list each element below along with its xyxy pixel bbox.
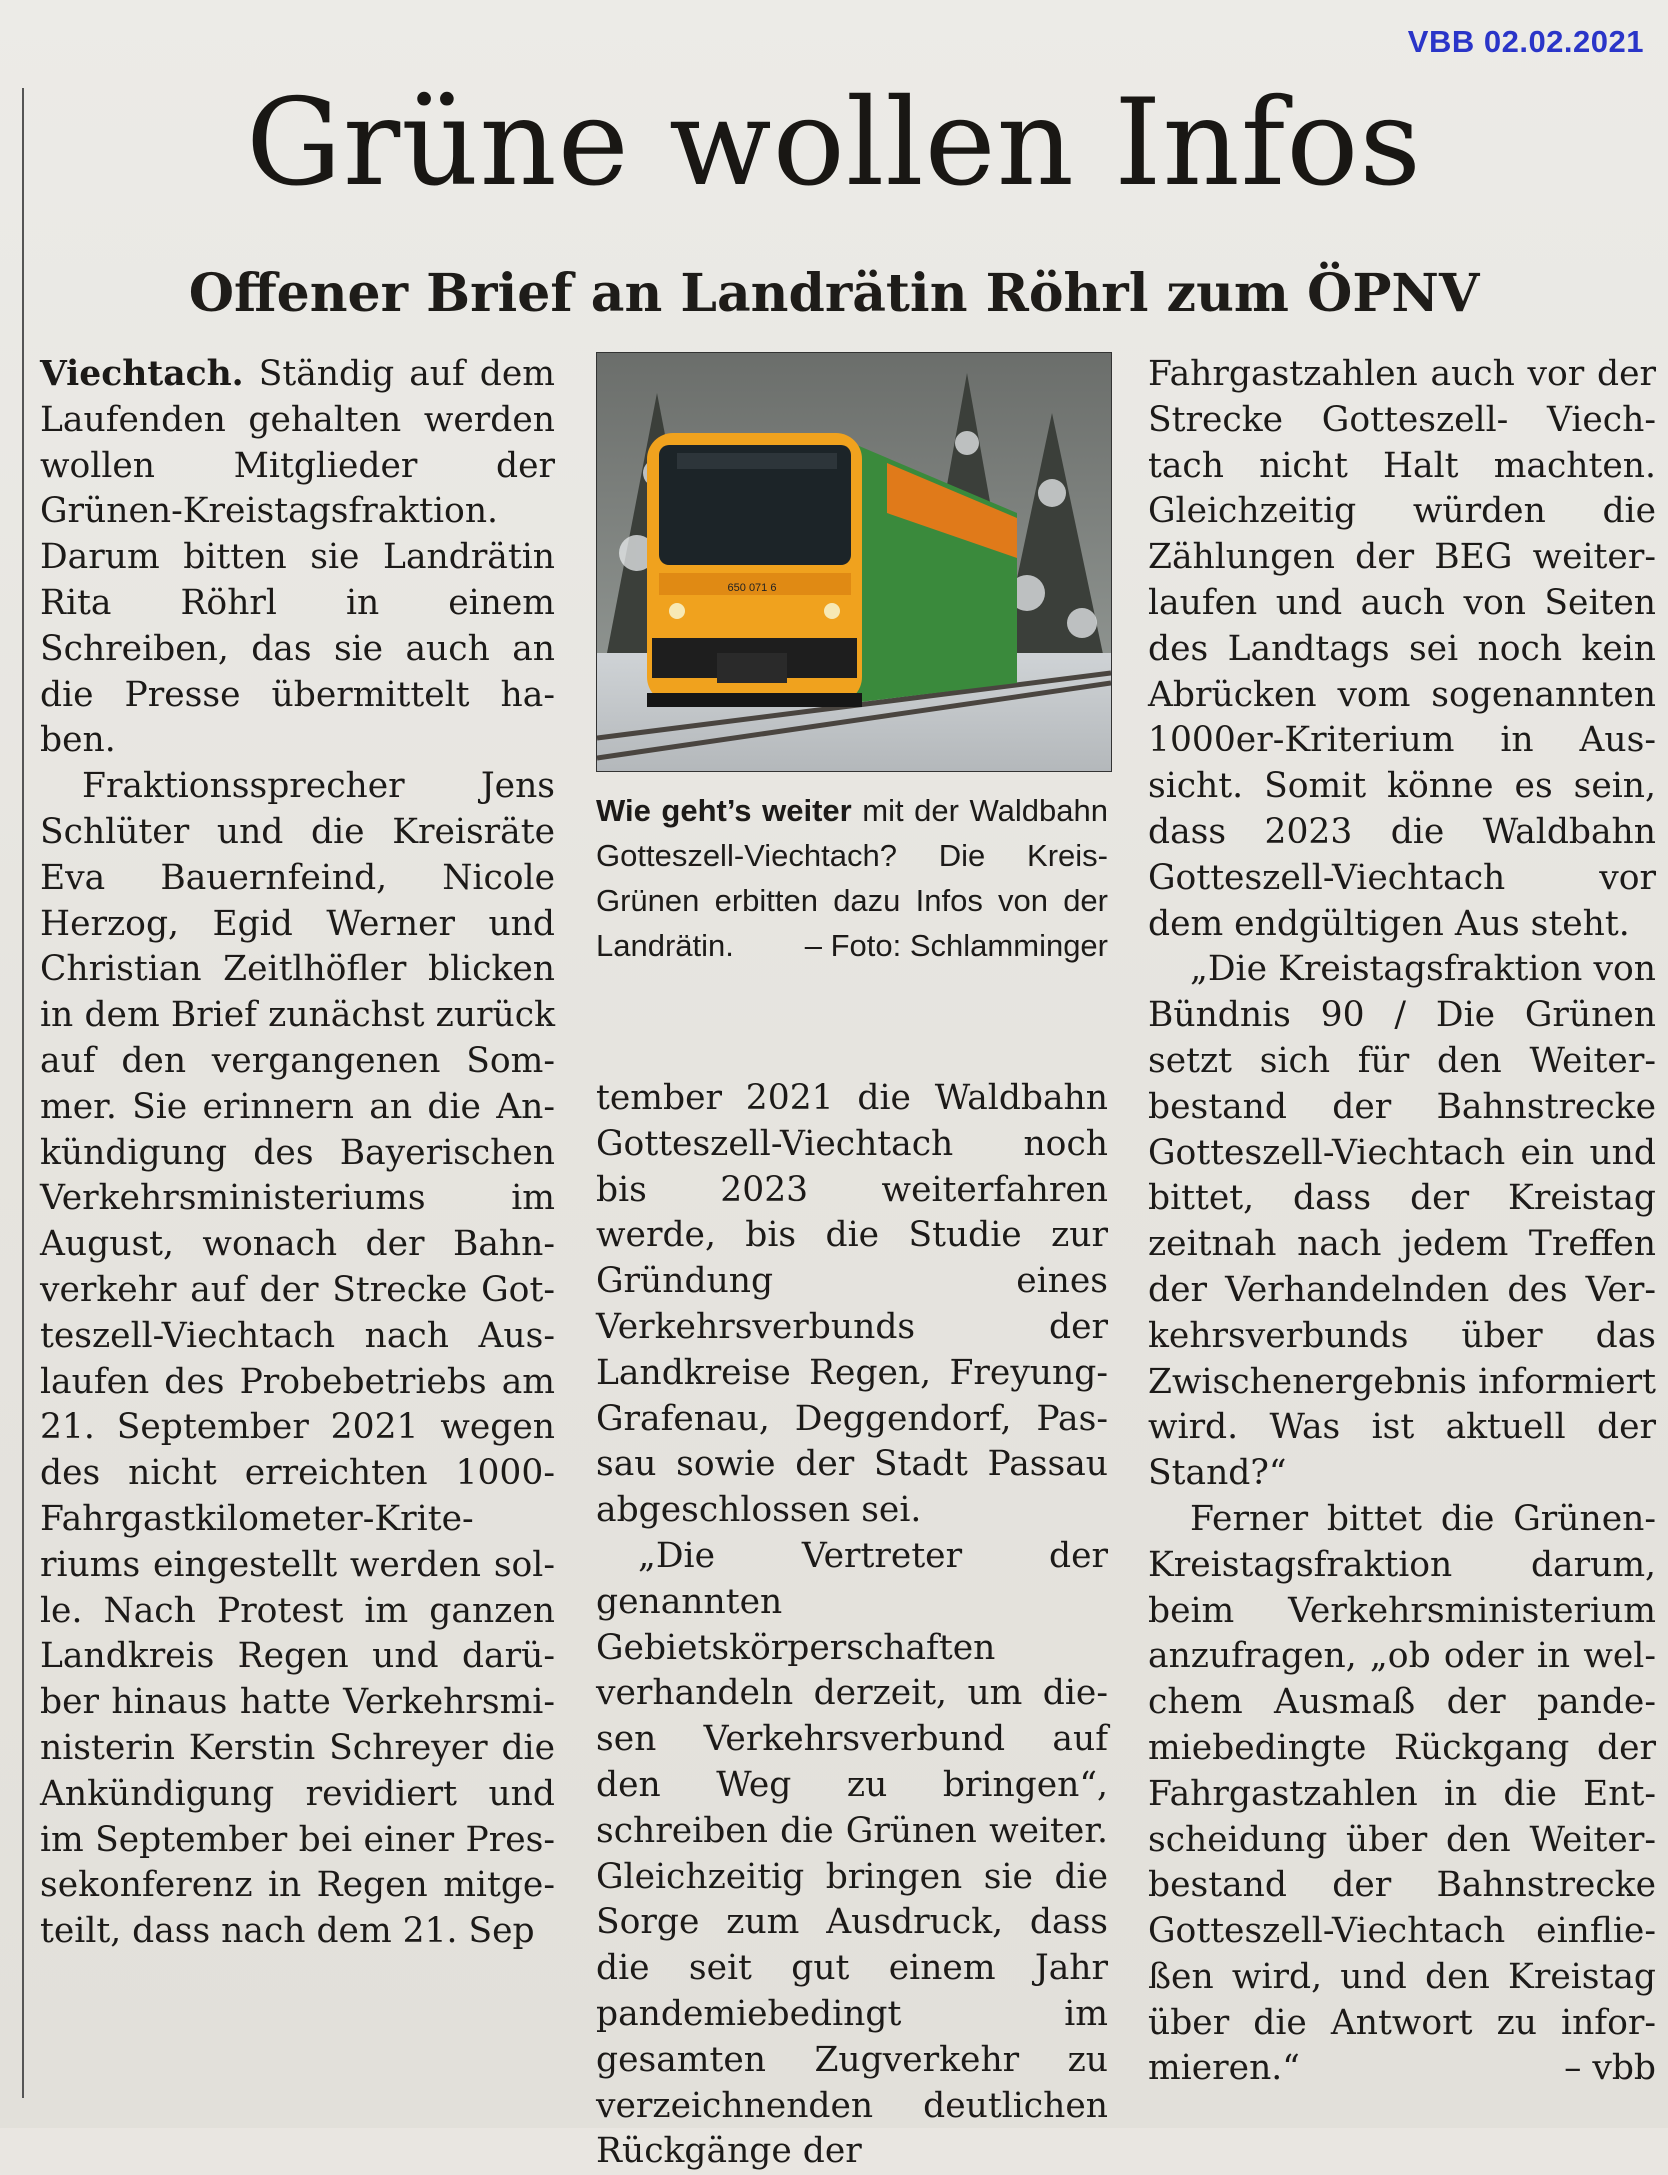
column-rule — [22, 88, 24, 2098]
article-column-1 — [40, 352, 555, 1955]
article-column-3 — [1148, 352, 1656, 2092]
train-photo — [596, 352, 1112, 772]
train-photo-icon — [597, 353, 1111, 771]
archive-stamp: VBB 02.02.2021 — [1407, 24, 1644, 59]
photo-credit: – Foto: Schlamminger — [804, 928, 1108, 963]
caption-text: mit der Waldbahn Gotteszell-Viechtach? Die Kreis-Grünen erbitten dazu Infos von der Landrätin. — [596, 793, 1108, 963]
article-paragraph — [40, 352, 555, 764]
dateline: Viechtach. — [40, 354, 244, 394]
author-signature: – vbb — [1564, 2048, 1656, 2089]
article-paragraph: „Die Vertreter der genannten Gebietskörperschaften verhandeln derzeit, um diesen Verkehrsverbund auf den Weg zu bringen“, schreiben die Grünen weiter. Gleichzeitig bringen sie die Sorge zum Ausdruck, dass die seit gut einem Jahr pandemiebedingt im gesamten Zugverkehr zu verzeichnenden deutlichen Rückgänge der — [596, 1535, 1108, 2172]
paragraph-text: Ständig auf dem Laufenden gehalten werden wollen Mitglieder der Grünen-Kreistagsfraktion. Darum bitten sie Landrätin Rita Röhrl in einem Schreiben, das sie auch an die Presse übermittelt haben. — [40, 354, 555, 761]
photo-caption — [596, 788, 1108, 968]
paragraph-text: Ferner bittet die Grünen-Kreistagsfraktion darum, beim Verkehrsministerium anzufragen, „ob oder in welchem Ausmaß der pandemiebedingte Rückgang der Fahrgastzahlen in die Entscheidung über den Weiterbestand der Bahnstrecke Gotteszell-Viechtach einfließen wird, und den Kreistag über die Antwort zu informieren.“ — [1148, 1498, 1656, 2089]
caption-lead: Wie geht’s weiter — [596, 793, 852, 828]
headline: Grüne wollen Infos — [245, 74, 1423, 213]
train-number: 650 071 6 — [727, 582, 777, 594]
article-paragraph: „Die Kreistagsfraktion von Bündnis 90 / Die Grünen setzt sich für den Weiterbestand der Bahnstrecke Gotteszell-Viechtach ein und bittet, dass der Kreistag zeitnah nach jedem Treffen der Verhandelnden des Verkehrsverbunds über das Zwischenergebnis informiert wird. Was ist aktuell der Stand?“ — [1148, 949, 1656, 1494]
article-paragraph: Fraktionssprecher Jens Schlüter und die Kreisräte Eva Bauernfeind, Nicole Herzog, Egid Werner und Christian Zeitlhöfler blicken in dem Brief zunächst zurück auf den vergangenen Sommer. Sie erinnern an die Ankündigung des Bayerischen Verkehrsministeriums im August, wonach der Bahnverkehr auf der Strecke Gotteszell-Viechtach nach Auslaufen des Probebetriebs am 21. September 2021 wegen des nicht erreichten 1000-Fahrgastkilometer-Kriteriums eingestellt werden solle. Nach Protest im ganzen Landkreis Regen und darüber hinaus hatte Verkehrsministerin Kerstin Schreyer die Ankündigung revidiert und im September bei einer Pressekonferenz in Regen mitgeteilt, dass nach dem 21. Sep — [40, 766, 555, 1952]
subheadline: Offener Brief an Landrätin Röhrl zum ÖPNV — [188, 263, 1480, 324]
article-paragraph: Fahrgastzahlen auch vor der Strecke Gotteszell- Viechtach nicht Halt machten. Gleichzeitig würden die Zählungen der BEG weiterlaufen und auch von Seiten des Landtags sei noch kein Abrücken vom sogenannten 1000er-Kriterium in Aussicht. Somit könne es sein, dass 2023 die Waldbahn Gotteszell-Viechtach vor dem endgültigen Aus steht. — [1148, 354, 1656, 944]
article-paragraph — [1148, 1497, 1656, 2092]
article-paragraph: tember 2021 die Waldbahn Gotteszell-Viechtach noch bis 2023 weiterfahren werde, bis die Studie zur Gründung eines Verkehrsverbunds der Landkreise Regen, Freyung-Grafenau, Deggendorf, Passau sowie der Stadt Passau abgeschlossen sei. — [596, 1078, 1108, 1531]
article-column-2 — [596, 1076, 1108, 2175]
